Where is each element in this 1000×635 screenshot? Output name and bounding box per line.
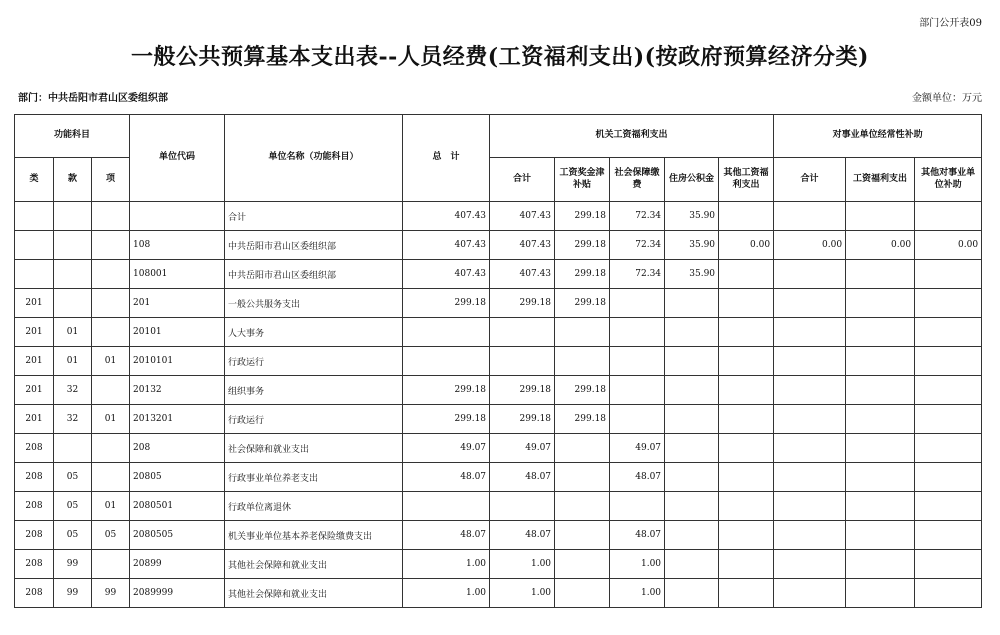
cell-org-salary <box>555 521 610 550</box>
cell-org-social: 72.34 <box>610 202 665 231</box>
cell-org-subtotal: 407.43 <box>490 202 555 231</box>
cell-kuan <box>54 434 92 463</box>
header-unit-code: 单位代码 <box>130 115 225 202</box>
table-row <box>15 231 982 260</box>
cell-org-salary <box>555 434 610 463</box>
header-func-subject: 功能科目 <box>15 115 130 158</box>
cell-org-housing: 35.90 <box>665 231 719 260</box>
cell-pub-welfare <box>846 579 915 608</box>
cell-pub-subtotal <box>774 318 846 347</box>
cell-pub-subtotal: 0.00 <box>774 231 846 260</box>
cell-xiang <box>92 376 130 405</box>
cell-unit-code: 108 <box>130 231 225 260</box>
cell-unit-code: 20899 <box>130 550 225 579</box>
cell-org-subtotal: 49.07 <box>490 434 555 463</box>
cell-pub-welfare <box>846 260 915 289</box>
table-row <box>15 405 982 434</box>
header-org-group: 机关工资福利支出 <box>490 115 774 158</box>
cell-kuan: 32 <box>54 376 92 405</box>
cell-kuan <box>54 260 92 289</box>
cell-org-salary: 299.18 <box>555 405 610 434</box>
header-pub-group: 对事业单位经常性补助 <box>774 115 982 158</box>
cell-org-housing <box>665 463 719 492</box>
cell-org-salary <box>555 579 610 608</box>
cell-org-social <box>610 289 665 318</box>
cell-unit-code <box>130 202 225 231</box>
cell-lei: 201 <box>15 289 54 318</box>
cell-pub-other: 0.00 <box>915 231 982 260</box>
cell-lei: 208 <box>15 434 54 463</box>
cell-pub-welfare <box>846 521 915 550</box>
cell-org-salary: 299.18 <box>555 289 610 318</box>
cell-pub-other <box>915 405 982 434</box>
cell-org-housing <box>665 521 719 550</box>
budget-table <box>14 114 982 608</box>
cell-pub-welfare <box>846 550 915 579</box>
cell-unit-code: 20132 <box>130 376 225 405</box>
cell-unit-code: 20101 <box>130 318 225 347</box>
cell-pub-welfare <box>846 202 915 231</box>
cell-org-other <box>719 318 774 347</box>
header-pub-welfare: 工资福利支出 <box>846 158 915 202</box>
cell-pub-subtotal <box>774 579 846 608</box>
cell-org-other <box>719 434 774 463</box>
cell-xiang <box>92 463 130 492</box>
cell-total: 1.00 <box>403 550 490 579</box>
cell-org-salary <box>555 463 610 492</box>
cell-pub-subtotal <box>774 289 846 318</box>
cell-org-social <box>610 318 665 347</box>
cell-org-other <box>719 260 774 289</box>
cell-kuan: 99 <box>54 579 92 608</box>
cell-org-housing <box>665 289 719 318</box>
header-xiang: 项 <box>92 158 130 202</box>
cell-pub-subtotal <box>774 347 846 376</box>
table-row <box>15 521 982 550</box>
cell-pub-subtotal <box>774 463 846 492</box>
table-row <box>15 492 982 521</box>
cell-kuan: 99 <box>54 550 92 579</box>
cell-org-housing <box>665 347 719 376</box>
unit-label: 金额单位：万元 <box>912 93 982 104</box>
cell-lei: 201 <box>15 347 54 376</box>
cell-total <box>403 318 490 347</box>
cell-org-subtotal: 48.07 <box>490 521 555 550</box>
cell-org-other <box>719 521 774 550</box>
cell-pub-subtotal <box>774 376 846 405</box>
cell-org-other <box>719 550 774 579</box>
cell-org-social <box>610 405 665 434</box>
cell-kuan: 05 <box>54 463 92 492</box>
cell-org-social <box>610 492 665 521</box>
cell-pub-other <box>915 202 982 231</box>
header-pub-other: 其他对事业单位补助 <box>915 158 982 202</box>
cell-kuan: 32 <box>54 405 92 434</box>
cell-org-housing <box>665 579 719 608</box>
cell-pub-other <box>915 492 982 521</box>
cell-xiang <box>92 231 130 260</box>
cell-org-salary: 299.18 <box>555 260 610 289</box>
cell-pub-other <box>915 376 982 405</box>
header-pub-subtotal: 合计 <box>774 158 846 202</box>
table-row <box>15 550 982 579</box>
cell-pub-subtotal <box>774 492 846 521</box>
cell-unit-name: 其他社会保障和就业支出 <box>225 550 403 579</box>
table-row <box>15 260 982 289</box>
cell-pub-welfare <box>846 376 915 405</box>
cell-unit-name: 行政运行 <box>225 405 403 434</box>
cell-kuan <box>54 289 92 318</box>
cell-org-social: 48.07 <box>610 521 665 550</box>
cell-org-subtotal: 407.43 <box>490 260 555 289</box>
cell-lei <box>15 231 54 260</box>
header-lei: 类 <box>15 158 54 202</box>
cell-org-other <box>719 579 774 608</box>
cell-unit-code: 2080501 <box>130 492 225 521</box>
cell-xiang <box>92 550 130 579</box>
cell-xiang <box>92 260 130 289</box>
cell-xiang <box>92 318 130 347</box>
cell-org-housing <box>665 434 719 463</box>
cell-unit-code: 2010101 <box>130 347 225 376</box>
cell-org-subtotal: 299.18 <box>490 405 555 434</box>
cell-unit-name: 其他社会保障和就业支出 <box>225 579 403 608</box>
cell-org-social: 1.00 <box>610 550 665 579</box>
cell-pub-subtotal <box>774 550 846 579</box>
cell-lei: 208 <box>15 579 54 608</box>
cell-lei <box>15 202 54 231</box>
cell-total: 407.43 <box>403 260 490 289</box>
cell-org-social: 48.07 <box>610 463 665 492</box>
cell-org-subtotal: 1.00 <box>490 579 555 608</box>
cell-org-housing <box>665 318 719 347</box>
cell-pub-welfare <box>846 463 915 492</box>
cell-kuan: 05 <box>54 492 92 521</box>
cell-pub-subtotal <box>774 202 846 231</box>
cell-unit-code: 2013201 <box>130 405 225 434</box>
header-kuan: 款 <box>54 158 92 202</box>
cell-unit-name: 行政运行 <box>225 347 403 376</box>
cell-pub-other <box>915 550 982 579</box>
cell-unit-code: 2080505 <box>130 521 225 550</box>
cell-org-salary <box>555 492 610 521</box>
cell-unit-name: 中共岳阳市君山区委组织部 <box>225 260 403 289</box>
cell-pub-welfare <box>846 347 915 376</box>
cell-pub-other <box>915 579 982 608</box>
cell-total <box>403 347 490 376</box>
cell-org-social: 49.07 <box>610 434 665 463</box>
cell-org-subtotal: 407.43 <box>490 231 555 260</box>
cell-pub-subtotal <box>774 260 846 289</box>
cell-lei: 208 <box>15 463 54 492</box>
table-row <box>15 579 982 608</box>
table-row <box>15 376 982 405</box>
cell-xiang: 01 <box>92 492 130 521</box>
cell-xiang: 01 <box>92 347 130 376</box>
cell-pub-welfare <box>846 492 915 521</box>
cell-org-subtotal: 299.18 <box>490 376 555 405</box>
cell-pub-welfare: 0.00 <box>846 231 915 260</box>
cell-lei: 201 <box>15 405 54 434</box>
header-org-housing: 住房公积金 <box>665 158 719 202</box>
department-label: 部门：中共岳阳市君山区委组织部 <box>18 93 168 104</box>
cell-total: 48.07 <box>403 521 490 550</box>
cell-unit-name: 人大事务 <box>225 318 403 347</box>
cell-pub-other <box>915 318 982 347</box>
cell-lei <box>15 260 54 289</box>
header-org-other: 其他工资福利支出 <box>719 158 774 202</box>
cell-kuan: 01 <box>54 318 92 347</box>
table-row <box>15 289 982 318</box>
header-org-subtotal: 合计 <box>490 158 555 202</box>
table-row <box>15 318 982 347</box>
cell-org-housing <box>665 376 719 405</box>
cell-org-social: 1.00 <box>610 579 665 608</box>
header-org-salary: 工资奖金津补贴 <box>555 158 610 202</box>
table-row <box>15 347 982 376</box>
cell-org-salary <box>555 318 610 347</box>
cell-pub-other <box>915 434 982 463</box>
cell-xiang: 05 <box>92 521 130 550</box>
cell-org-social: 72.34 <box>610 260 665 289</box>
cell-org-social: 72.34 <box>610 231 665 260</box>
cell-xiang: 99 <box>92 579 130 608</box>
cell-org-housing <box>665 492 719 521</box>
cell-xiang <box>92 289 130 318</box>
cell-org-other: 0.00 <box>719 231 774 260</box>
cell-pub-other <box>915 260 982 289</box>
cell-org-housing: 35.90 <box>665 202 719 231</box>
cell-org-other <box>719 376 774 405</box>
table-row <box>15 202 982 231</box>
cell-lei: 201 <box>15 318 54 347</box>
cell-org-salary <box>555 550 610 579</box>
cell-lei: 208 <box>15 492 54 521</box>
cell-org-other <box>719 202 774 231</box>
cell-unit-name: 组织事务 <box>225 376 403 405</box>
cell-org-other <box>719 463 774 492</box>
cell-unit-name: 机关事业单位基本养老保险缴费支出 <box>225 521 403 550</box>
cell-total: 299.18 <box>403 405 490 434</box>
cell-unit-name: 合计 <box>225 202 403 231</box>
cell-total: 49.07 <box>403 434 490 463</box>
cell-total: 299.18 <box>403 289 490 318</box>
cell-unit-name: 中共岳阳市君山区委组织部 <box>225 231 403 260</box>
cell-pub-other <box>915 463 982 492</box>
page-title: 一般公共预算基本支出表--人员经费(工资福利支出)(按政府预算经济分类) <box>131 44 869 70</box>
cell-xiang: 01 <box>92 405 130 434</box>
cell-org-other <box>719 289 774 318</box>
cell-pub-welfare <box>846 289 915 318</box>
cell-kuan: 05 <box>54 521 92 550</box>
cell-unit-code: 2089999 <box>130 579 225 608</box>
cell-total: 407.43 <box>403 202 490 231</box>
cell-total <box>403 492 490 521</box>
cell-unit-name: 行政单位离退休 <box>225 492 403 521</box>
cell-pub-welfare <box>846 434 915 463</box>
header-total: 总 计 <box>403 115 490 202</box>
cell-pub-subtotal <box>774 405 846 434</box>
cell-lei: 208 <box>15 550 54 579</box>
cell-org-subtotal <box>490 347 555 376</box>
table-row <box>15 463 982 492</box>
header-unit-name: 单位名称（功能科目） <box>225 115 403 202</box>
header-org-social: 社会保障缴费 <box>610 158 665 202</box>
cell-org-other <box>719 405 774 434</box>
table-row <box>15 434 982 463</box>
cell-kuan <box>54 202 92 231</box>
cell-total: 299.18 <box>403 376 490 405</box>
cell-org-housing <box>665 405 719 434</box>
cell-org-salary: 299.18 <box>555 231 610 260</box>
cell-org-salary <box>555 347 610 376</box>
cell-org-housing <box>665 550 719 579</box>
cell-org-housing: 35.90 <box>665 260 719 289</box>
page-tag: 部门公开表09 <box>919 18 982 29</box>
cell-pub-subtotal <box>774 434 846 463</box>
cell-unit-code: 20805 <box>130 463 225 492</box>
cell-org-subtotal: 1.00 <box>490 550 555 579</box>
cell-kuan <box>54 231 92 260</box>
cell-pub-subtotal <box>774 521 846 550</box>
cell-org-subtotal: 48.07 <box>490 463 555 492</box>
cell-lei: 201 <box>15 376 54 405</box>
cell-unit-code: 108001 <box>130 260 225 289</box>
cell-org-other <box>719 347 774 376</box>
cell-xiang <box>92 202 130 231</box>
cell-org-salary: 299.18 <box>555 376 610 405</box>
cell-total: 1.00 <box>403 579 490 608</box>
cell-org-social <box>610 376 665 405</box>
cell-org-subtotal <box>490 492 555 521</box>
cell-unit-name: 行政事业单位养老支出 <box>225 463 403 492</box>
cell-pub-other <box>915 521 982 550</box>
cell-org-subtotal: 299.18 <box>490 289 555 318</box>
cell-unit-name: 社会保障和就业支出 <box>225 434 403 463</box>
cell-pub-welfare <box>846 405 915 434</box>
cell-unit-code: 208 <box>130 434 225 463</box>
cell-pub-other <box>915 289 982 318</box>
cell-lei: 208 <box>15 521 54 550</box>
cell-org-subtotal <box>490 318 555 347</box>
cell-xiang <box>92 434 130 463</box>
cell-unit-code: 201 <box>130 289 225 318</box>
cell-pub-other <box>915 347 982 376</box>
cell-pub-welfare <box>846 318 915 347</box>
cell-org-other <box>719 492 774 521</box>
cell-unit-name: 一般公共服务支出 <box>225 289 403 318</box>
cell-total: 48.07 <box>403 463 490 492</box>
cell-org-salary: 299.18 <box>555 202 610 231</box>
cell-total: 407.43 <box>403 231 490 260</box>
cell-org-social <box>610 347 665 376</box>
cell-kuan: 01 <box>54 347 92 376</box>
